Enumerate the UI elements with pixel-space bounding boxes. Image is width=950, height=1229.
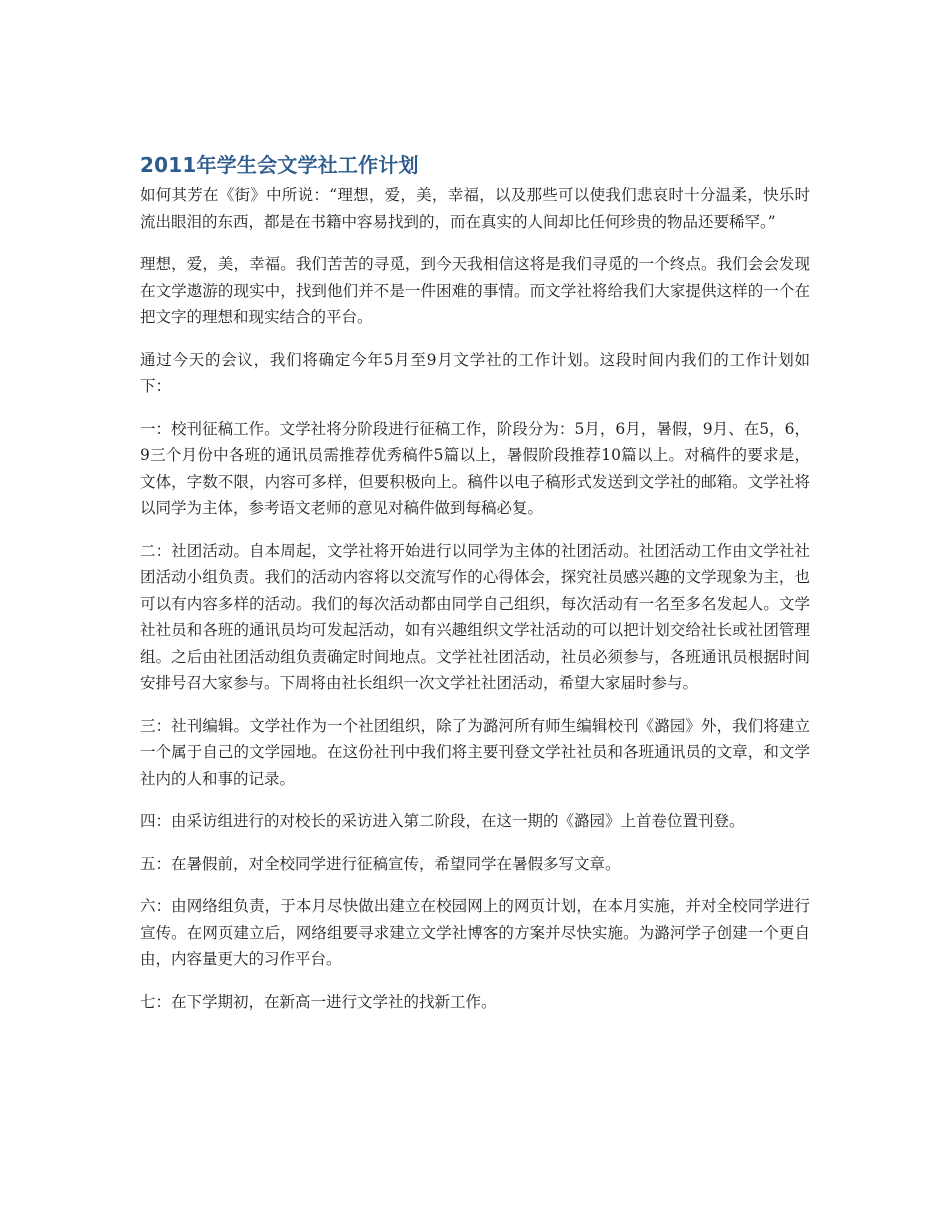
paragraph-item-5: 五：在暑假前，对全校同学进行征稿宣传，希望同学在暑假多写文章。: [140, 854, 621, 873]
document-title: 2011年学生会文学社工作计划: [140, 153, 419, 177]
paragraph-meeting-plan: 通过今天的会议，我们将确定今年5月至9月文学社的工作计划。这段时间内我们的工作计划如下：: [140, 350, 810, 395]
paragraph-item-7: 七：在下学期初，在新高一进行文学社的找新工作。: [140, 992, 497, 1011]
paragraph-item-2: 二：社团活动。自本周起，文学社将开始进行以同学为主体的社团活动。社团活动工作由文学社社团活动小组负责。我们的活动内容将以交流写作的心得体会，探究社员感兴趣的文学现象为主，也可以有内容多样的活动。我们的每次活动都由同学自己组织，每次活动有一名至多名发起人。文学社社员和各班的通讯员均可发起活动，如有兴趣组织文学社活动的可以把计划交给社长或社团管理组。之后由社团活动组负责确定时间地点。文学社社团活动，社员必须参与，各班通讯员根据时间安排号召大家参与。下周将由社长组织一次文学社社团活动，希望大家届时参与。: [140, 541, 810, 692]
document-body: [140, 148, 810, 1031]
paragraph-item-3: 三：社刊编辑。文学社作为一个社团组织，除了为潞河所有师生编辑校刊《潞园》外，我们将建立一个属于自己的文学园地。在这份社刊中我们将主要刊登文学社社员和各班通讯员的文章，和文学社内的人和事的记录。: [140, 716, 810, 788]
paragraph-intro-quote: 如何其芳在《街》中所说：“理想，爱，美，幸福，以及那些可以使我们悲哀时十分温柔，快乐时流出眼泪的东西，都是在书籍中容易找到的，而在真实的人间却比任何珍贵的物品还要稀罕。”: [140, 186, 810, 231]
paragraph-item-6: 六：由网络组负责，于本月尽快做出建立在校园网上的网页计划，在本月实施，并对全校同学进行宣传。在网页建立后，网络组要寻求建立文学社博客的方案并尽快实施。为潞河学子创建一个更自由，内容量更大的习作平台。: [140, 897, 810, 968]
paragraph-ideals: 理想，爱，美，幸福。我们苦苦的寻觅，到今天我相信这将是我们寻觅的一个终点。我们会会发现在文学遨游的现实中，找到他们并不是一件困难的事情。而文学社将给我们大家提供这样的一个在把文字的理想和现实结合的平台。: [140, 255, 810, 326]
paragraph-item-4: 四：由采访组进行的对校长的采访进入第二阶段，在这一期的《潞园》上首卷位置刊登。: [140, 812, 745, 830]
paragraph-item-1: 一：校刊征稿工作。文学社将分阶段进行征稿工作，阶段分为：5月，6月，暑假，9月、在5，6，9三个月份中各班的通讯员需推荐优秀稿件5篇以上，暑假阶段推荐10篇以上。对稿件的要求是，文体，字数不限，内容可多样，但要积极向上。稿件以电子稿形式发送到文学社的邮箱。文学社将以同学为主体，参考语文老师的意见对稿件做到每稿必复。: [140, 419, 810, 517]
